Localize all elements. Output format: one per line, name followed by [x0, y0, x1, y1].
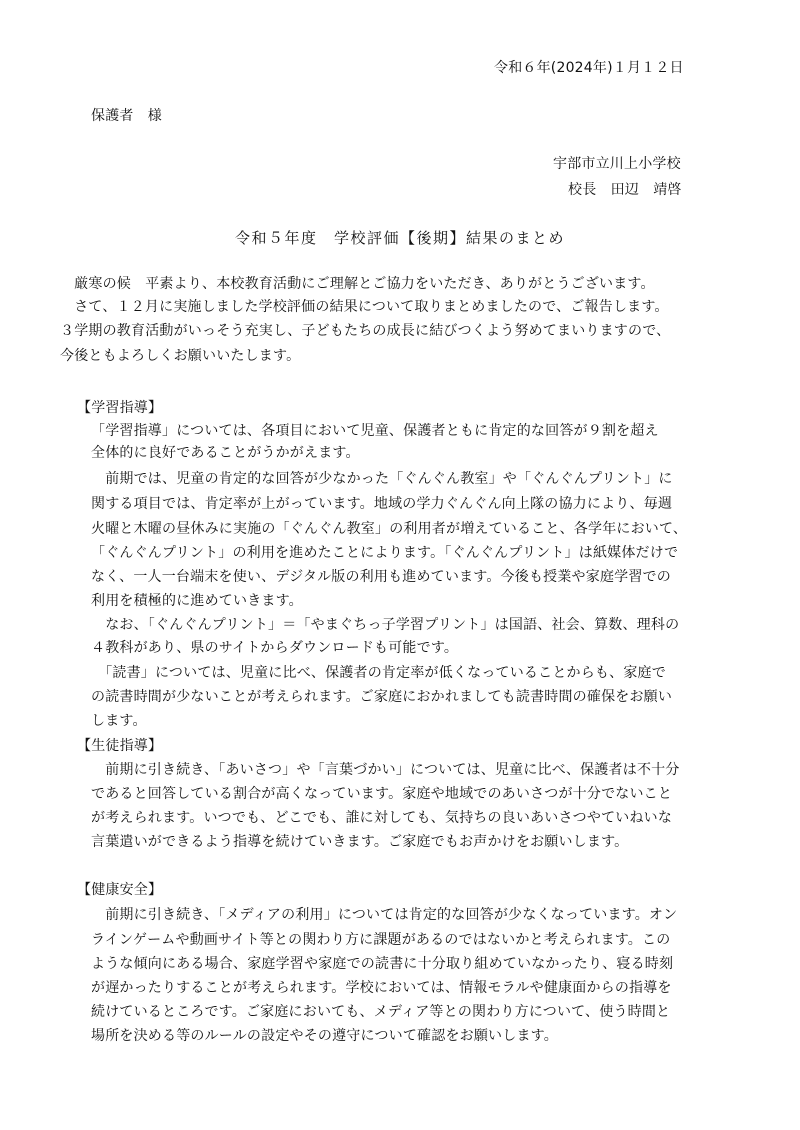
- section-heading-guidance: 【生徒指導】: [77, 738, 163, 754]
- section-line: が考えられます。いつでも、どこでも、誰に対しても、気持ちの良いあいさつやていねいな: [91, 810, 673, 826]
- section-line: 続けているところです。ご家庭においても、メディア等との関わり方について、使う時間と: [91, 1004, 671, 1020]
- document-title: 令和５年度 学校評価【後期】結果のまとめ: [234, 229, 565, 247]
- addressee: 保護者 様: [91, 108, 162, 124]
- section-line: なお、「ぐんぐんプリント」＝「やまぐちっ子学習プリント」は国語、社会、算数、理科の: [91, 617, 680, 633]
- section-line: 「ぐんぐんプリント」の利用を進めたことによります。「ぐんぐんプリント」は紙媒体だけで: [91, 545, 679, 561]
- section-line: の読書時間が少ないことが考えられます。ご家庭におかれましても読書時間の確保をお願い: [91, 689, 673, 705]
- intro-line: 今後ともよろしくお願いいたします。: [60, 348, 301, 364]
- section-line: 前期では、児童の肯定的な回答が少なかった「ぐんぐん教室」や「ぐんぐんプリント」に: [91, 471, 673, 487]
- section-heading-health: 【健康安全】: [77, 882, 163, 898]
- sender-principal: 校長 田辺 靖啓: [568, 182, 682, 198]
- section-line: 前期に引き続き、「あいさつ」や「言葉づかい」については、児童に比べ、保護者は不十分: [91, 762, 680, 778]
- section-line: 全体的に良好であることがうかがえます。: [91, 445, 360, 461]
- section-heading-learning: 【学習指導】: [77, 400, 163, 416]
- section-line: 場所を決める等のルールの設定やその遵守について確認をお願いします。: [91, 1028, 558, 1044]
- document-date: 令和６年(2024年)１月１２日: [494, 60, 684, 76]
- sender-school: 宇部市立川上小学校: [553, 156, 681, 172]
- section-line: であると回答している割合が高くなっています。家庭や地域でのあいさつが十分でないこと: [91, 786, 673, 802]
- intro-line: ３学期の教育活動がいっそう充実し、子どもたちの成長に結びつくよう努めてまいりますので、: [60, 323, 671, 339]
- section-line: ような傾向にある場合、家庭学習や家庭での読書に十分取り組めていなかったり、寝る時刻: [91, 956, 674, 972]
- section-line: 利用を積極的に進めていきます。: [91, 593, 303, 609]
- intro-line: 厳寒の候 平素より、本校教育活動にご理解とご協力をいただき、ありがとうございます。: [60, 276, 655, 292]
- section-line: します。: [91, 713, 147, 729]
- section-line: ４教科があり、県のサイトからダウンロードも可能です。: [91, 640, 459, 656]
- section-line: 「学習指導」については、各項目において児童、保護者ともに肯定的な回答が９割を超え: [91, 423, 659, 439]
- section-line: ラインゲームや動画サイト等との関わり方に課題があるのではないかと考えられます。この: [91, 932, 671, 948]
- section-line: 関する項目では、肯定率が上がっています。地域の学力ぐんぐん向上隊の協力により、毎週: [91, 496, 673, 512]
- section-line: が遅かったりすることが考えられます。学校においては、情報モラルや健康面からの指導を: [91, 980, 672, 996]
- section-line: 言葉遣いができるよう指導を続けていきます。ご家庭でもお声かけをお願いします。: [91, 834, 629, 850]
- section-line: 「読書」については、児童に比べ、保護者の肯定率が低くなっていることからも、家庭で: [91, 665, 666, 681]
- section-line: 火曜と木曜の昼休みに実施の「ぐんぐん教室」の利用者が増えていること、各学年において、: [91, 521, 688, 537]
- section-line: なく、一人一台端末を使い、デジタル版の利用も進めています。今後も授業や家庭学習での: [91, 569, 671, 585]
- intro-line: さて、１２月に実施しました学校評価の結果について取りまとめましたので、ご報告します。: [60, 299, 669, 315]
- section-line: 前期に引き続き、「メディアの利用」については肯定的な回答が少なくなっています。オン: [91, 907, 678, 923]
